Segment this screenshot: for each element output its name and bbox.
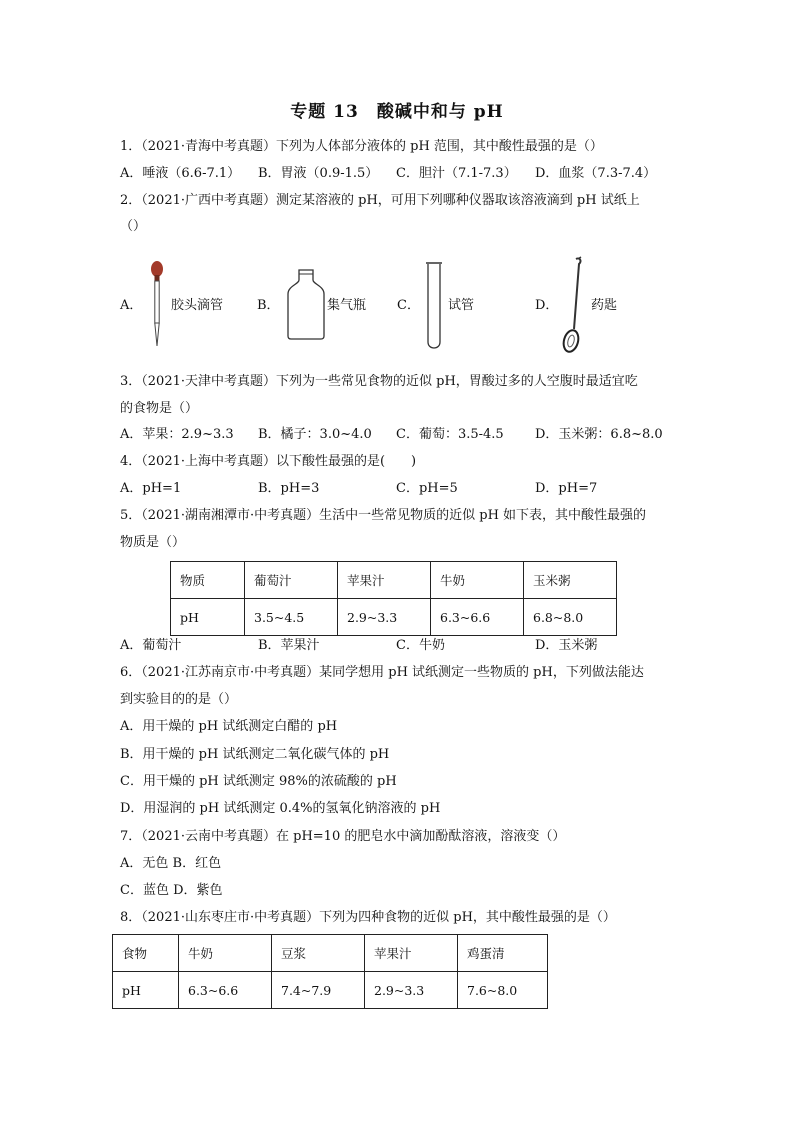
table-cell: 豆浆 — [272, 935, 365, 972]
q6-option-d: D．用湿润的 pH 试纸测定 0.4%的氢氧化钠溶液的 pH — [120, 801, 441, 816]
q7-stem: 7．（2021·云南中考真题）在 pH=10 的肥皂水中滴加酚酞溶液，溶液变（） — [120, 829, 566, 844]
q4-option-c: C．pH=5 — [396, 481, 458, 496]
table-cell: 3.5~4.5 — [245, 599, 338, 636]
q5-stem-line2: 物质是（） — [120, 535, 186, 550]
q1-option-c: C．胆汁（7.1-7.3） — [396, 166, 517, 181]
q2-label-gas-bottle: 集气瓶 — [327, 298, 367, 313]
q2-label-test-tube: 试管 — [448, 298, 475, 313]
q1-stem: 1．（2021·青海中考真题）下列为人体部分液体的 pH 范围，其中酸性最强的是（） — [120, 139, 603, 154]
table-cell: 6.3~6.6 — [179, 972, 272, 1009]
table-cell: 6.3~6.6 — [431, 599, 524, 636]
table-cell: 食物 — [113, 935, 179, 972]
table-cell: 物质 — [171, 562, 245, 599]
q2-stem-line1: 2．（2021·广西中考真题）测定某溶液的 pH，可用下列哪种仪器取该溶液滴到 pH 试纸上 — [120, 193, 640, 208]
spatula-icon — [558, 255, 588, 355]
q5-option-a: A．葡萄汁 — [120, 638, 182, 653]
dropper-icon — [148, 260, 166, 348]
q3-option-d: D．玉米粥：6.8~8.0 — [535, 427, 663, 442]
q2-letter-d: D． — [535, 298, 559, 313]
q2-letter-a: A． — [120, 298, 143, 313]
q4-stem: 4．（2021·上海中考真题）以下酸性最强的是( ) — [120, 454, 417, 469]
q8-stem: 8．（2021·山东枣庄市·中考真题）下列为四种食物的近似 pH，其中酸性最强的是（） — [120, 910, 616, 925]
q4-option-d: D．pH=7 — [535, 481, 598, 496]
q5-ph-table — [170, 561, 617, 636]
q6-stem-line1: 6．（2021·江苏南京市·中考真题）某同学想用 pH 试纸测定一些物质的 pH，下列做法能达 — [120, 665, 644, 680]
table-row — [113, 935, 548, 972]
q5-stem-line1: 5．（2021·湖南湘潭市·中考真题）生活中一些常见物质的近似 pH 如下表，其中酸性最强的 — [120, 508, 647, 523]
q1-option-d: D．血浆（7.3-7.4） — [535, 166, 657, 181]
table-row — [171, 599, 617, 636]
q3-stem-line2: 的食物是（） — [120, 401, 199, 416]
q3-option-b: B．橘子：3.0~4.0 — [258, 427, 372, 442]
table-cell: 鸡蛋清 — [458, 935, 548, 972]
q8-ph-table — [112, 934, 548, 1009]
table-cell: 6.8~8.0 — [524, 599, 617, 636]
table-cell: pH — [113, 972, 179, 1009]
q2-letter-c: C． — [397, 298, 420, 313]
q4-option-b: B．pH=3 — [258, 481, 320, 496]
table-row — [113, 972, 548, 1009]
q6-stem-line2: 到实验目的的是（） — [120, 692, 238, 707]
page-title: 专题 13 酸碱中和与 pH — [290, 102, 504, 122]
q6-option-a: A．用干燥的 pH 试纸测定白醋的 pH — [120, 719, 338, 734]
q2-label-dropper: 胶头滴管 — [171, 298, 224, 313]
q1-option-a: A．唾液（6.6-7.1） — [120, 166, 241, 181]
gas-bottle-icon — [286, 268, 326, 340]
q3-stem-line1: 3．（2021·天津中考真题）下列为一些常见食物的近似 pH，胃酸过多的人空腹时最适宜吃 — [120, 374, 638, 389]
q1-option-b: B．胃液（0.9-1.5） — [258, 166, 379, 181]
q6-option-b: B．用干燥的 pH 试纸测定二氧化碳气体的 pH — [120, 747, 390, 762]
q3-option-a: A．苹果：2.9~3.3 — [120, 427, 234, 442]
table-cell: pH — [171, 599, 245, 636]
table-row — [171, 562, 617, 599]
q5-option-d: D．玉米粥 — [535, 638, 598, 653]
table-cell: 7.4~7.9 — [272, 972, 365, 1009]
table-cell: 牛奶 — [431, 562, 524, 599]
q2-letter-b: B． — [257, 298, 280, 313]
q3-option-c: C．葡萄：3.5-4.5 — [396, 427, 504, 442]
q6-option-c: C．用干燥的 pH 试纸测定 98%的浓硫酸的 pH — [120, 774, 397, 789]
q7-options-row1: A．无色 B．红色 — [120, 856, 222, 871]
table-cell: 牛奶 — [179, 935, 272, 972]
q4-option-a: A．pH=1 — [120, 481, 182, 496]
table-cell: 2.9~3.3 — [338, 599, 431, 636]
q5-option-b: B．苹果汁 — [258, 638, 320, 653]
table-cell: 玉米粥 — [524, 562, 617, 599]
table-cell: 葡萄汁 — [245, 562, 338, 599]
q2-label-spatula: 药匙 — [591, 298, 618, 313]
q5-option-c: C．牛奶 — [396, 638, 445, 653]
q7-options-row2: C．蓝色 D．紫色 — [120, 883, 223, 898]
table-cell: 7.6~8.0 — [458, 972, 548, 1009]
table-cell: 苹果汁 — [365, 935, 458, 972]
table-cell: 苹果汁 — [338, 562, 431, 599]
test-tube-icon — [424, 260, 444, 352]
q2-stem-line2: （） — [120, 219, 147, 234]
table-cell: 2.9~3.3 — [365, 972, 458, 1009]
